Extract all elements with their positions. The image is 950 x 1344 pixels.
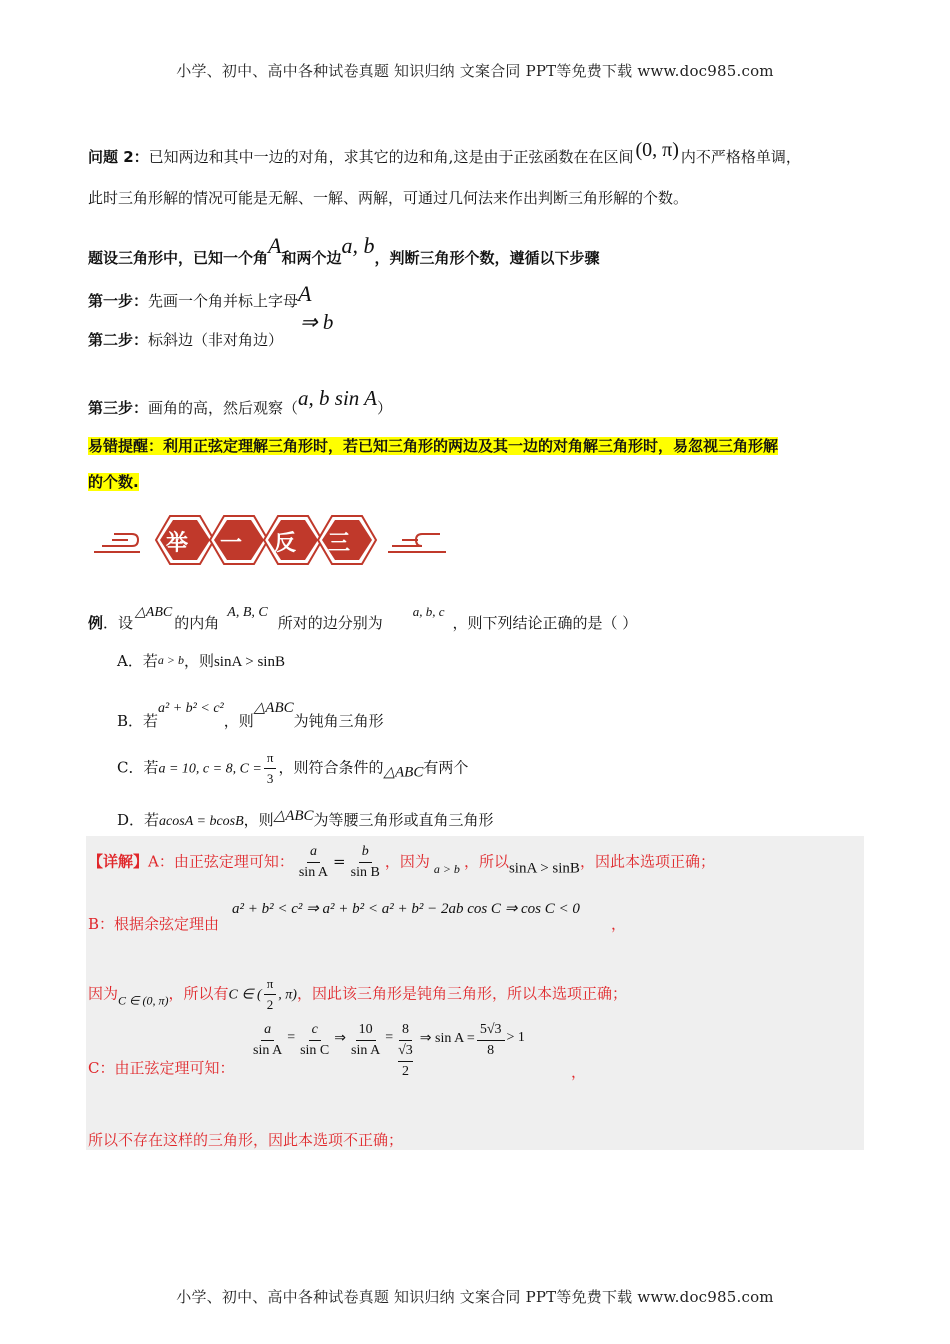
option-D-result: 为等腰三角形或直角三角形: [313, 811, 494, 829]
example-label: 例: [88, 614, 104, 632]
banner-char-2: 一: [219, 531, 242, 556]
option-B: [117, 698, 384, 731]
frac-num: 8: [399, 1020, 412, 1041]
option-B-mid: ，则: [223, 712, 254, 730]
step-2: [88, 330, 283, 350]
warning-text-2: 的个数.: [88, 473, 139, 491]
banner-char-4: 三: [327, 531, 350, 556]
solution-A-text-3: ，所以: [463, 852, 509, 871]
question-2-text: 已知两边和其中一边的对角，求其它的边和角,这是由于正弦函数在在区间: [148, 148, 634, 166]
setup-sides: a, b: [341, 233, 375, 258]
example-stem: [88, 602, 637, 633]
solution-C-frac-5: [477, 1020, 505, 1061]
step-3-text: 画角的高，然后观察（: [148, 399, 299, 417]
solution-B-text: B：根据余弦定理由: [88, 915, 220, 933]
solution-A-text: A：由正弦定理可知：: [148, 852, 294, 871]
solution-A-text-4: ，因此本选项正确；: [579, 852, 715, 871]
solution-A-cond: a > b: [433, 861, 460, 876]
option-C: [117, 748, 468, 789]
example-text-1: ．设: [103, 614, 134, 632]
option-C-result: 有两个: [423, 758, 469, 777]
solution-C-comma: ，: [571, 1063, 587, 1081]
option-C-cond: a = 10, c = 8, C =: [158, 761, 262, 777]
option-A-cond: a > b: [157, 653, 184, 667]
option-D-triangle: △ABC: [273, 808, 314, 824]
solution-A-result: sinA > sinB: [508, 860, 580, 877]
solution-C-math: [248, 1020, 525, 1082]
implies-sign: ⇒: [334, 1031, 347, 1046]
setup-line: [88, 233, 600, 268]
solution-A-text-2: ，因为: [384, 852, 430, 871]
solution-B-equation: a² + b² < c² ⇒ a² + b² < a² + b² − 2ab cos C ⇒ cos C < 0: [232, 901, 580, 917]
option-B-triangle: △ABC: [253, 700, 294, 716]
warning-line2: [88, 472, 139, 492]
option-D: [117, 806, 494, 832]
option-B-cond: a² + b² < c²: [158, 701, 224, 716]
interval-math: (0, π): [635, 139, 679, 161]
option-C-mid: ，则符合条件的: [278, 758, 384, 777]
option-D-prefix: D．若: [117, 811, 160, 829]
example-text-3: 所对的边分别为: [277, 614, 383, 632]
solution-B-math: [232, 898, 580, 919]
frac-den-inner-num: √3: [398, 1041, 413, 1062]
option-C-frac-den: 3: [266, 771, 274, 786]
example-text-4: ，则下列结论正确的是（ ）: [452, 614, 638, 632]
step-2-text: 标斜边（非对角边）: [148, 331, 284, 349]
question-2-text-tail: 内不严格格单调，: [680, 148, 801, 166]
solution-line-C: C：由正弦定理可知：: [88, 1059, 235, 1077]
banner-char-3: 反: [273, 531, 296, 556]
option-C-fraction: [264, 748, 277, 789]
solution-line-A: [88, 842, 715, 883]
setup-text-1: 题设三角形中，已知一个角: [88, 249, 269, 267]
question-2-label: 问题 2：: [88, 148, 149, 166]
page-header: 小学、初中、高中各种试卷真题 知识归纳 文案合同 PPT等免费下载 www.doc985.com: [176, 62, 774, 80]
solution-C-frac-2: [297, 1020, 332, 1061]
setup-text-3: ，判断三角形个数，遵循以下步骤: [374, 249, 600, 267]
option-D-mid: ，则: [243, 811, 274, 829]
step-1-text: 先画一个角并标上字母: [148, 292, 299, 310]
warning-line1: [88, 436, 778, 456]
warning-text-1: 易错提醒：利用正弦定理解三角形时，若已知三角形的两边及其一边的对角解三角形时，易忽视三角形解: [88, 437, 779, 455]
solution-C-frac-1: [250, 1020, 285, 1061]
frac-den: sin A: [351, 1043, 381, 1058]
option-D-cond: acosA = bcosB: [159, 814, 244, 829]
step-2-math: [300, 312, 333, 332]
equals-sign: =: [287, 1030, 296, 1045]
frac-den-inner-den: 2: [401, 1064, 409, 1079]
example-text-2: 的内角: [174, 614, 220, 632]
example-triangle: △ABC: [135, 605, 173, 620]
option-C-triangle: △ABC: [383, 764, 424, 781]
solution-B2-range-3: , π): [278, 987, 297, 1003]
frac-num: a: [261, 1020, 274, 1041]
option-A-result: sinA > sinB: [213, 654, 285, 670]
solution-line-B2: [88, 974, 627, 1015]
option-B-prefix: B．若: [117, 712, 159, 730]
frac-num: π: [264, 974, 277, 995]
step-3-tail: ）: [377, 399, 393, 417]
setup-text-2: 和两个边: [281, 249, 342, 267]
option-C-frac-num: π: [264, 748, 277, 769]
frac-den: sin A: [298, 865, 329, 880]
solution-B2-text-3: ，因此该三角形是钝角三角形，所以本选项正确；: [296, 984, 627, 1003]
solution-B2-frac: [264, 974, 277, 1015]
solution-line-B: [88, 914, 219, 934]
solution-C-frac-3: [348, 1020, 383, 1061]
solution-B2-text-2: ，所以有: [168, 984, 229, 1003]
solution-C-gt: > 1: [506, 1030, 525, 1045]
frac-den: sin A: [253, 1043, 283, 1058]
solution-B2-range-2: C ∈ (: [228, 987, 262, 1003]
setup-angle-A: A: [268, 233, 282, 258]
solution-A-frac-a: [296, 842, 331, 883]
frac-den: 2: [266, 997, 274, 1012]
solution-line-C2: 所以不存在这样的三角形，因此本选项不正确；: [88, 1131, 404, 1149]
step-1-math: A: [298, 281, 312, 306]
solution-B-comma: ，: [611, 915, 627, 933]
solution-B2-text: 因为: [88, 984, 119, 1003]
page-footer: 小学、初中、高中各种试卷真题 知识归纳 文案合同 PPT等免费下载 www.doc985.com: [176, 1288, 774, 1306]
example-sides: a, b, c: [412, 604, 445, 619]
frac-num: 10: [356, 1020, 376, 1041]
option-A-prefix: A．若: [117, 652, 158, 670]
step-2-label: 第二步：: [88, 331, 149, 349]
step-1: [88, 281, 312, 311]
step-1-label: 第一步：: [88, 292, 149, 310]
solution-C-frac-4: [395, 1020, 416, 1082]
solution-C-sin: ⇒ sin A =: [419, 1031, 475, 1046]
equals-sign: =: [333, 852, 346, 871]
frac-num: b: [359, 842, 372, 863]
example-angles: A, B, C: [227, 605, 268, 620]
solution-tag: 【详解】: [88, 852, 149, 871]
question-2-line1: [88, 140, 801, 167]
frac-den: 8: [487, 1043, 495, 1058]
frac-den: sin B: [350, 865, 380, 880]
step-3-math: a, b sin A: [298, 386, 377, 410]
frac-num: 5√3: [477, 1020, 505, 1041]
solution-A-frac-b: [348, 842, 383, 883]
option-A-mid: ，则: [183, 652, 214, 670]
solution-B2-range: C ∈ (0, π): [118, 993, 169, 1008]
frac-num: c: [309, 1020, 321, 1041]
option-A: [117, 650, 285, 672]
option-B-result: 为钝角三角形: [293, 712, 384, 730]
option-C-prefix: C．若: [117, 758, 159, 777]
equals-sign: =: [385, 1030, 394, 1045]
banner-char-1: 举: [165, 531, 188, 556]
step-2-math-text: ⇒ b: [300, 310, 334, 334]
step-3-label: 第三步：: [88, 399, 149, 417]
step-3: [88, 388, 392, 418]
question-2-line2: 此时三角形解的情况可能是无解、一解、两解，可通过几何法来作出判断三角形解的个数。: [88, 189, 689, 207]
frac-den: sin C: [300, 1043, 330, 1058]
frac-den: [395, 1041, 416, 1082]
frac-num: a: [307, 842, 320, 863]
